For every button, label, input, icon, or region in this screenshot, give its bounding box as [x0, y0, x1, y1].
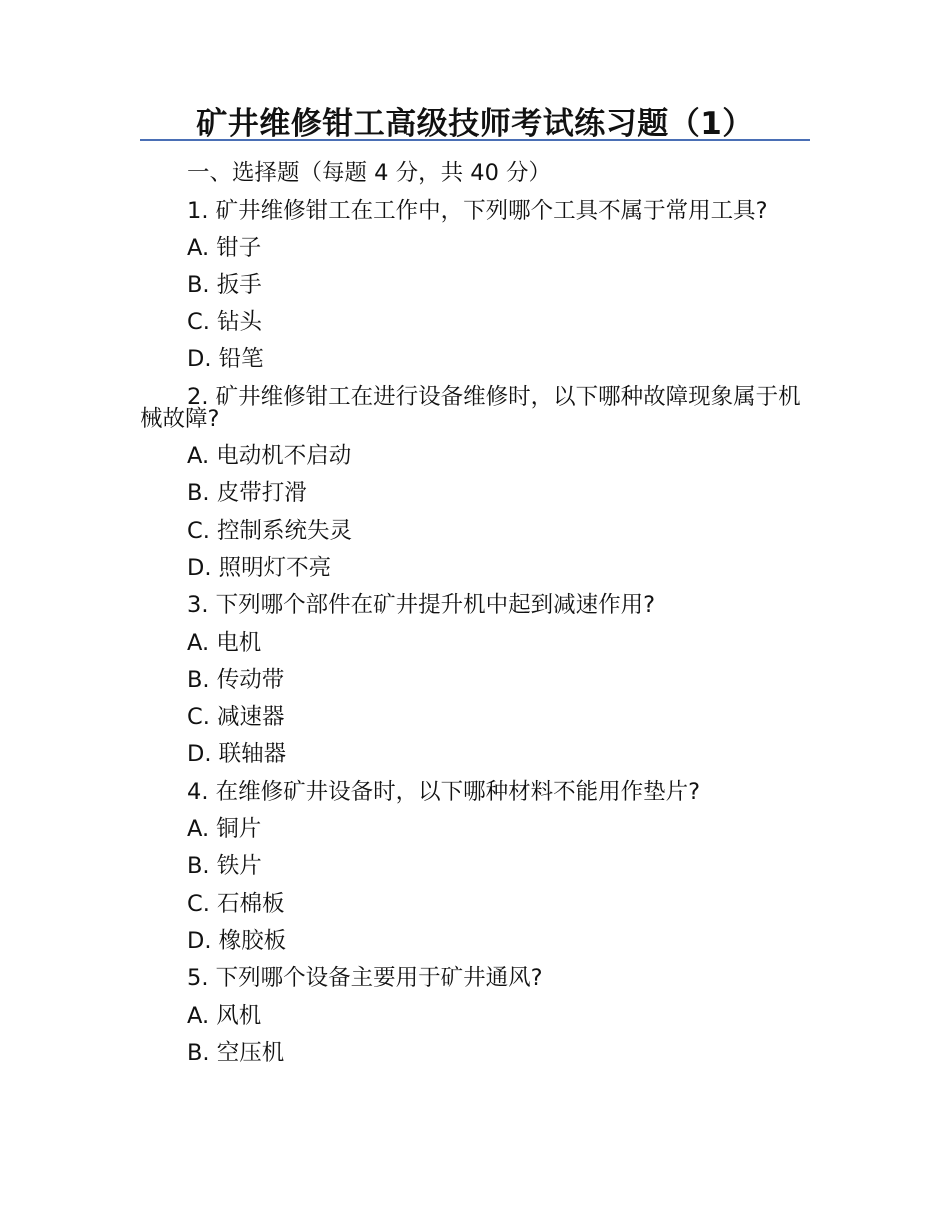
answer-option: B. 传动带	[187, 666, 285, 693]
answer-option: B. 皮带打滑	[187, 480, 307, 507]
answer-option: B. 扳手	[187, 271, 262, 298]
answer-option: A. 铜片	[187, 816, 262, 843]
document-body	[140, 155, 810, 1072]
answer-option: C. 石棉板	[187, 890, 285, 917]
answer-option: A. 电动机不启动	[187, 443, 352, 470]
answer-option: C. 钻头	[187, 309, 263, 336]
answer-option: C. 控制系统失灵	[187, 517, 353, 544]
title-underline	[140, 139, 810, 141]
document-title: 矿井维修钳工高级技师考试练习题（1）	[196, 106, 754, 142]
answer-option: B. 铁片	[187, 853, 262, 880]
question-stem: 4. 在维修矿井设备时，以下哪种材料不能用作垫片?	[187, 778, 701, 805]
answer-option: D. 照明灯不亮	[187, 554, 332, 581]
answer-option: D. 联轴器	[187, 741, 287, 768]
answer-option: B. 空压机	[187, 1039, 285, 1066]
question-stem: 3. 下列哪个部件在矿井提升机中起到减速作用?	[187, 592, 656, 619]
answer-option: D. 铅笔	[187, 346, 264, 373]
question-stem: 2. 矿井维修钳工在进行设备维修时，以下哪种故障现象属于机械故障?	[140, 384, 801, 433]
answer-option: C. 减速器	[187, 704, 285, 731]
section-heading: 一、选择题（每题 4 分，共 40 分）	[187, 160, 552, 186]
question-stem: 1. 矿井维修钳工在工作中，下列哪个工具不属于常用工具?	[187, 197, 768, 224]
answer-option: A. 钳子	[187, 234, 262, 261]
answer-option: A. 风机	[187, 1002, 262, 1029]
question-stem: 5. 下列哪个设备主要用于矿井通风?	[187, 965, 543, 992]
answer-option: A. 电机	[187, 629, 262, 656]
answer-option: D. 橡胶板	[187, 927, 287, 954]
